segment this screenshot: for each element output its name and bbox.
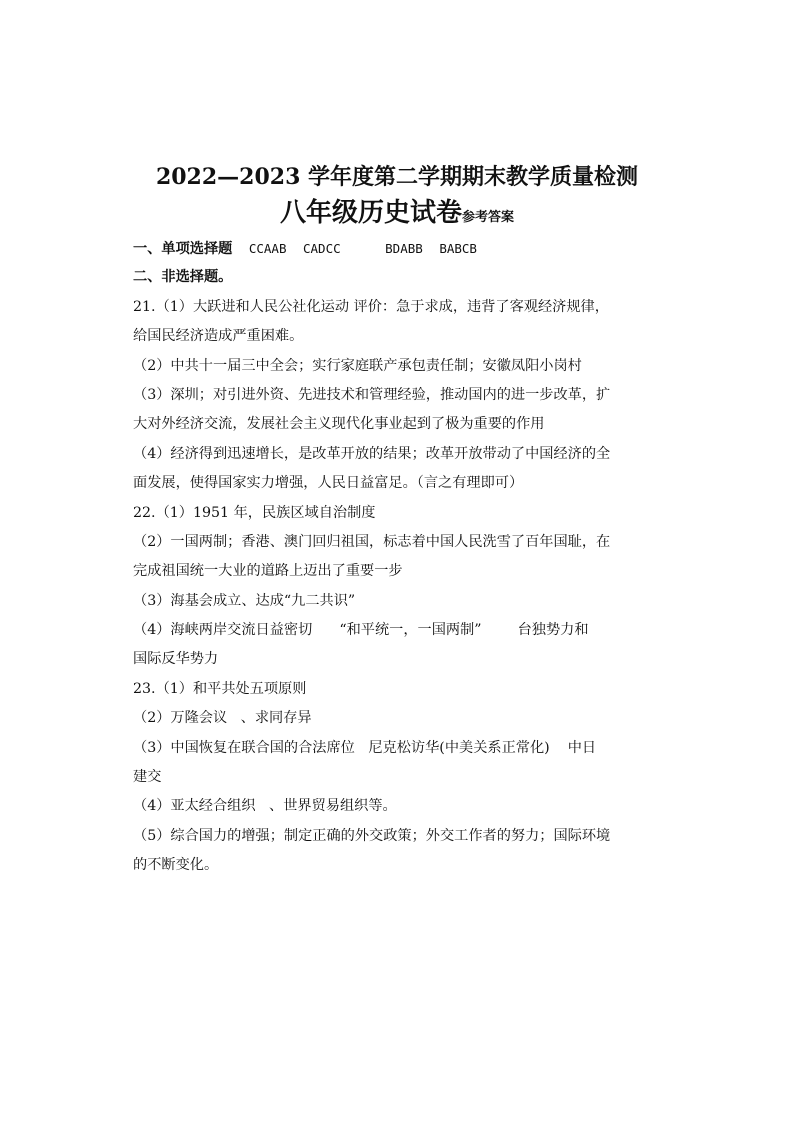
answer-line: （4）经济得到迅速增长，是改革开放的结果；改革开放带动了中国经济的全 xyxy=(133,445,611,462)
section1-label: 一、单项选择题 xyxy=(133,241,233,257)
answer-line: 的不断变化。 xyxy=(133,857,219,874)
answer-line: 23.（1）和平共处五项原则 xyxy=(133,680,307,697)
answer-content xyxy=(133,234,669,881)
mcq-group-4: BABCB xyxy=(439,241,477,256)
mcq-group-1: CCAAB xyxy=(248,241,287,256)
answer-line: （5）综合国力的增强；制定正确的外交政策；外交工作者的努力；国际环境 xyxy=(133,827,611,844)
answer-line: 面发展，使得国家实力增强，人民日益富足。（言之有理即可） xyxy=(133,475,524,492)
answer-line: 完成祖国统一大业的道路上迈出了重要一步 xyxy=(133,563,403,580)
exam-title: 2022—2023 学年度第二学期期末教学质量检测 xyxy=(155,164,639,190)
answer-line: （3）深圳；对引进外资、先进技术和管理经验，推动国内的进一步改革，扩 xyxy=(133,386,611,403)
exam-subject: 八年级历史试卷 xyxy=(279,198,462,228)
mcq-group-3: BDABB xyxy=(385,241,423,256)
mcq-group-2: CADCC xyxy=(303,241,341,256)
answer-line: （3）中国恢复在联合国的合法席位 尼克松访华(中美关系正常化) 中日 xyxy=(133,739,597,756)
answer-key-label: 参考答案 xyxy=(462,210,515,225)
answer-line: （4）亚太经合组织 、世界贸易组织等。 xyxy=(133,798,397,815)
answer-line: 21.（1）大跃进和人民公社化运动 评价：急于求成，违背了客观经济规律， xyxy=(133,298,609,315)
section2-label: 二、非选择题。 xyxy=(133,269,233,286)
mcq-answer-row xyxy=(133,234,669,263)
answer-line: 建交 xyxy=(133,769,162,786)
answer-line: （3）海基会成立、达成“九二共识” xyxy=(133,592,356,609)
answer-line: （4）海峡两岸交流日益密切 “和平统一，一国两制” 台独势力和 xyxy=(133,622,589,639)
answer-line: （2）中共十一届三中全会；实行家庭联产承包责任制；安徽凤阳小岗村 xyxy=(133,357,582,374)
answer-line: 国际反华势力 xyxy=(133,651,219,668)
answer-line: 大对外经济交流，发展社会主义现代化事业起到了极为重要的作用 xyxy=(133,416,545,433)
answer-line: （2）一国两制；香港、澳门回归祖国，标志着中国人民洗雪了百年国耻，在 xyxy=(133,533,611,550)
exam-subtitle xyxy=(0,196,794,235)
answer-line: 给国民经济造成严重困难。 xyxy=(133,328,304,345)
answer-line: （2）万隆会议 、求同存异 xyxy=(133,710,312,727)
answer-line: 22.（1）1951 年，民族区域自治制度 xyxy=(133,504,376,521)
